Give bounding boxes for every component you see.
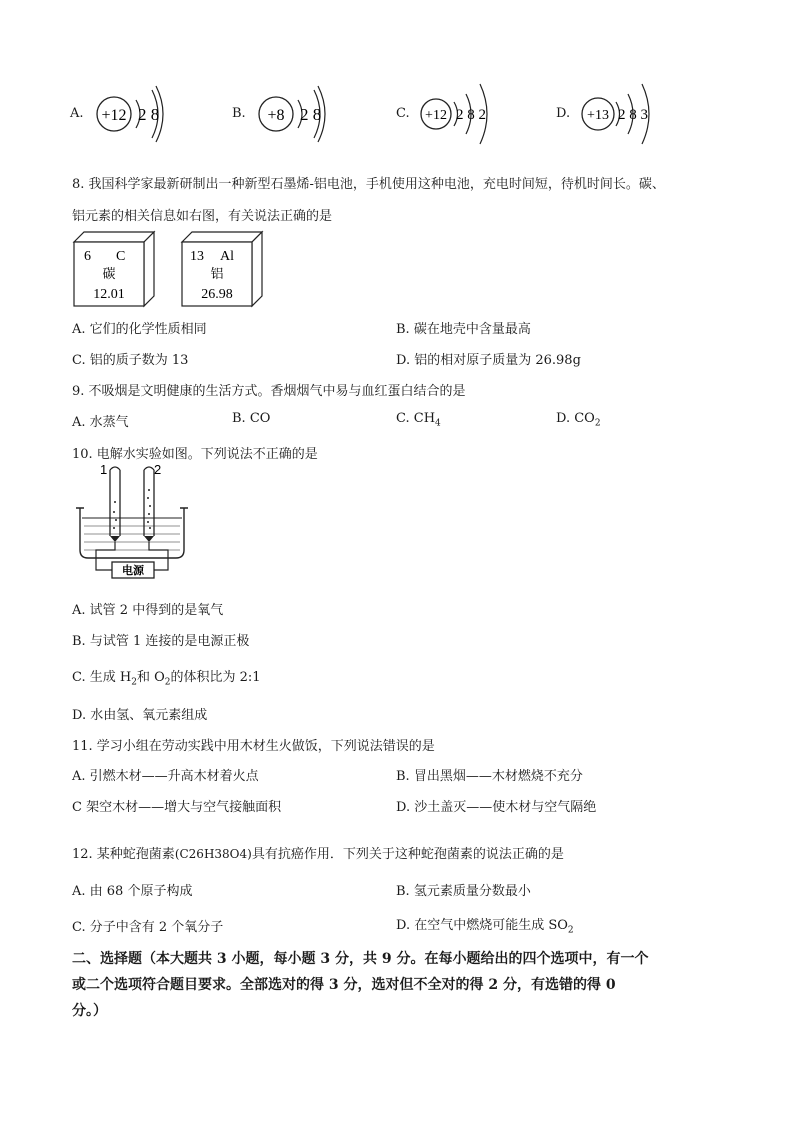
q12-option-d bbox=[396, 914, 574, 936]
q7-d-nucleus: +13 bbox=[587, 108, 609, 123]
q10-option-a: A. 试管 2 中得到的是氧气 bbox=[72, 603, 224, 618]
q11-option-b: B. 冒出黑烟——木材燃烧不充分 bbox=[396, 769, 583, 784]
q10-option-c-part3: 的体积比为 2:1 bbox=[170, 670, 261, 685]
q7-option-a-atom-diagram bbox=[88, 70, 188, 150]
q12-option-d-text: D. 在空气中燃烧可能生成 SO bbox=[396, 918, 568, 933]
q7-b-nucleus: +8 bbox=[267, 107, 285, 124]
q10-option-c-sub1: 2 bbox=[131, 677, 137, 688]
q7-option-a-letter: A. bbox=[70, 106, 84, 121]
aluminum-element-card bbox=[180, 230, 266, 308]
power-supply-label: 电源 bbox=[122, 564, 144, 577]
q7-a-nucleus: +12 bbox=[101, 107, 127, 124]
q7-option-c-atom-diagram bbox=[414, 70, 524, 150]
q7-option-c-letter: C. bbox=[396, 106, 410, 121]
carbon-atomic-mass: 12.01 bbox=[93, 287, 125, 302]
q12-stem-prefix: 12. 某种蛇孢菌素 bbox=[72, 847, 175, 862]
aluminum-atomic-mass: 26.98 bbox=[201, 287, 233, 302]
q10-option-c-part1: C. 生成 H bbox=[72, 670, 132, 685]
section-2-heading-line1: 二、选择题（本大题共 3 小题，每小题 3 分，共 9 分。在每小题给出的四个选项中，有一个 bbox=[72, 951, 649, 967]
carbon-symbol: C bbox=[116, 249, 126, 264]
q10-stem: 10. 电解水实验如图。下列说法不正确的是 bbox=[72, 447, 318, 462]
carbon-name: 碳 bbox=[102, 266, 116, 281]
q12-formula: (C26H38O4) bbox=[174, 847, 252, 861]
tube-1-label: 1 bbox=[100, 462, 108, 477]
q8-option-d: D. 铝的相对原子质量为 26.98g bbox=[396, 353, 581, 368]
q11-option-c: C 架空木材——增大与空气接触面积 bbox=[72, 800, 282, 815]
q8-stem-line2: 铝元素的相关信息如右图，有关说法正确的是 bbox=[72, 209, 333, 224]
q8-stem-line1: 8. 我国科学家最新研制出一种新型石墨烯-铝电池，手机使用这种电池，充电时间短，待机时间长。碳、 bbox=[72, 177, 665, 192]
q7-b-shells: 2 8 bbox=[300, 105, 322, 124]
q10-option-c-part2: 和 O bbox=[136, 670, 165, 685]
q12-option-a: A. 由 68 个原子构成 bbox=[72, 884, 193, 899]
q7-option-b-atom-diagram bbox=[250, 70, 350, 150]
q12-option-c: C. 分子中含有 2 个氧分子 bbox=[72, 920, 224, 935]
q7-c-shells: 2 8 2 bbox=[456, 107, 486, 123]
section-2-heading-line3: 分。） bbox=[72, 1003, 107, 1019]
section-2-heading-line2: 或二个选项符合题目要求。全部选对的得 3 分，选对但不全对的得 2 分，有选错的得 0 bbox=[72, 977, 616, 993]
q9-option-a: A. 水蒸气 bbox=[72, 415, 129, 430]
q7-option-d-letter: D. bbox=[556, 106, 571, 121]
q8-option-a: A. 它们的化学性质相同 bbox=[72, 322, 207, 337]
q12-stem-suffix: 具有抗癌作用．下列关于这种蛇孢菌素的说法正确的是 bbox=[251, 847, 564, 862]
q8-option-b: B. 碳在地壳中含量最高 bbox=[396, 322, 531, 337]
q10-option-b: B. 与试管 1 连接的是电源正极 bbox=[72, 634, 250, 649]
q7-c-nucleus: +12 bbox=[425, 108, 447, 123]
q12-option-b: B. 氢元素质量分数最小 bbox=[396, 884, 531, 899]
q9-option-d-subscript: 2 bbox=[594, 418, 601, 429]
q7-d-shells: 2 8 3 bbox=[618, 107, 648, 123]
q11-option-a: A. 引燃木材——升高木材着火点 bbox=[72, 769, 259, 784]
q12-stem bbox=[72, 843, 564, 862]
aluminum-name: 铝 bbox=[210, 266, 224, 281]
q10-option-d: D. 水由氢、氧元素组成 bbox=[72, 708, 208, 723]
q9-option-c bbox=[396, 411, 441, 429]
q11-option-d: D. 沙土盖灭——使木材与空气隔绝 bbox=[396, 800, 597, 815]
q10-option-c bbox=[72, 666, 261, 688]
q9-option-c-subscript: 4 bbox=[435, 418, 441, 429]
q7-options bbox=[0, 70, 794, 160]
q7-a-shells: 2 8 bbox=[138, 105, 160, 124]
q7-option-d-atom-diagram bbox=[574, 70, 684, 150]
q9-option-d bbox=[556, 411, 601, 429]
q9-option-d-text: D. CO bbox=[556, 411, 595, 426]
q7-option-b-letter: B. bbox=[232, 106, 246, 121]
tube-2-label: 2 bbox=[154, 462, 162, 477]
q11-stem: 11. 学习小组在劳动实践中用木材生火做饭，下列说法错误的是 bbox=[72, 739, 435, 754]
electrolysis-apparatus-diagram bbox=[72, 462, 192, 582]
carbon-element-card bbox=[72, 230, 158, 308]
carbon-atomic-number: 6 bbox=[84, 249, 91, 264]
q12-option-d-subscript: 2 bbox=[567, 925, 574, 936]
aluminum-atomic-number: 13 bbox=[190, 249, 204, 264]
q8-option-c: C. 铝的质子数为 13 bbox=[72, 353, 189, 368]
aluminum-symbol: Al bbox=[220, 249, 234, 264]
q9-option-c-text: C. CH bbox=[396, 411, 436, 426]
q10-option-c-sub2: 2 bbox=[164, 677, 171, 688]
q9-option-b: B. CO bbox=[232, 411, 271, 426]
q9-stem: 9. 不吸烟是文明健康的生活方式。香烟烟气中易与血红蛋白结合的是 bbox=[72, 384, 466, 399]
